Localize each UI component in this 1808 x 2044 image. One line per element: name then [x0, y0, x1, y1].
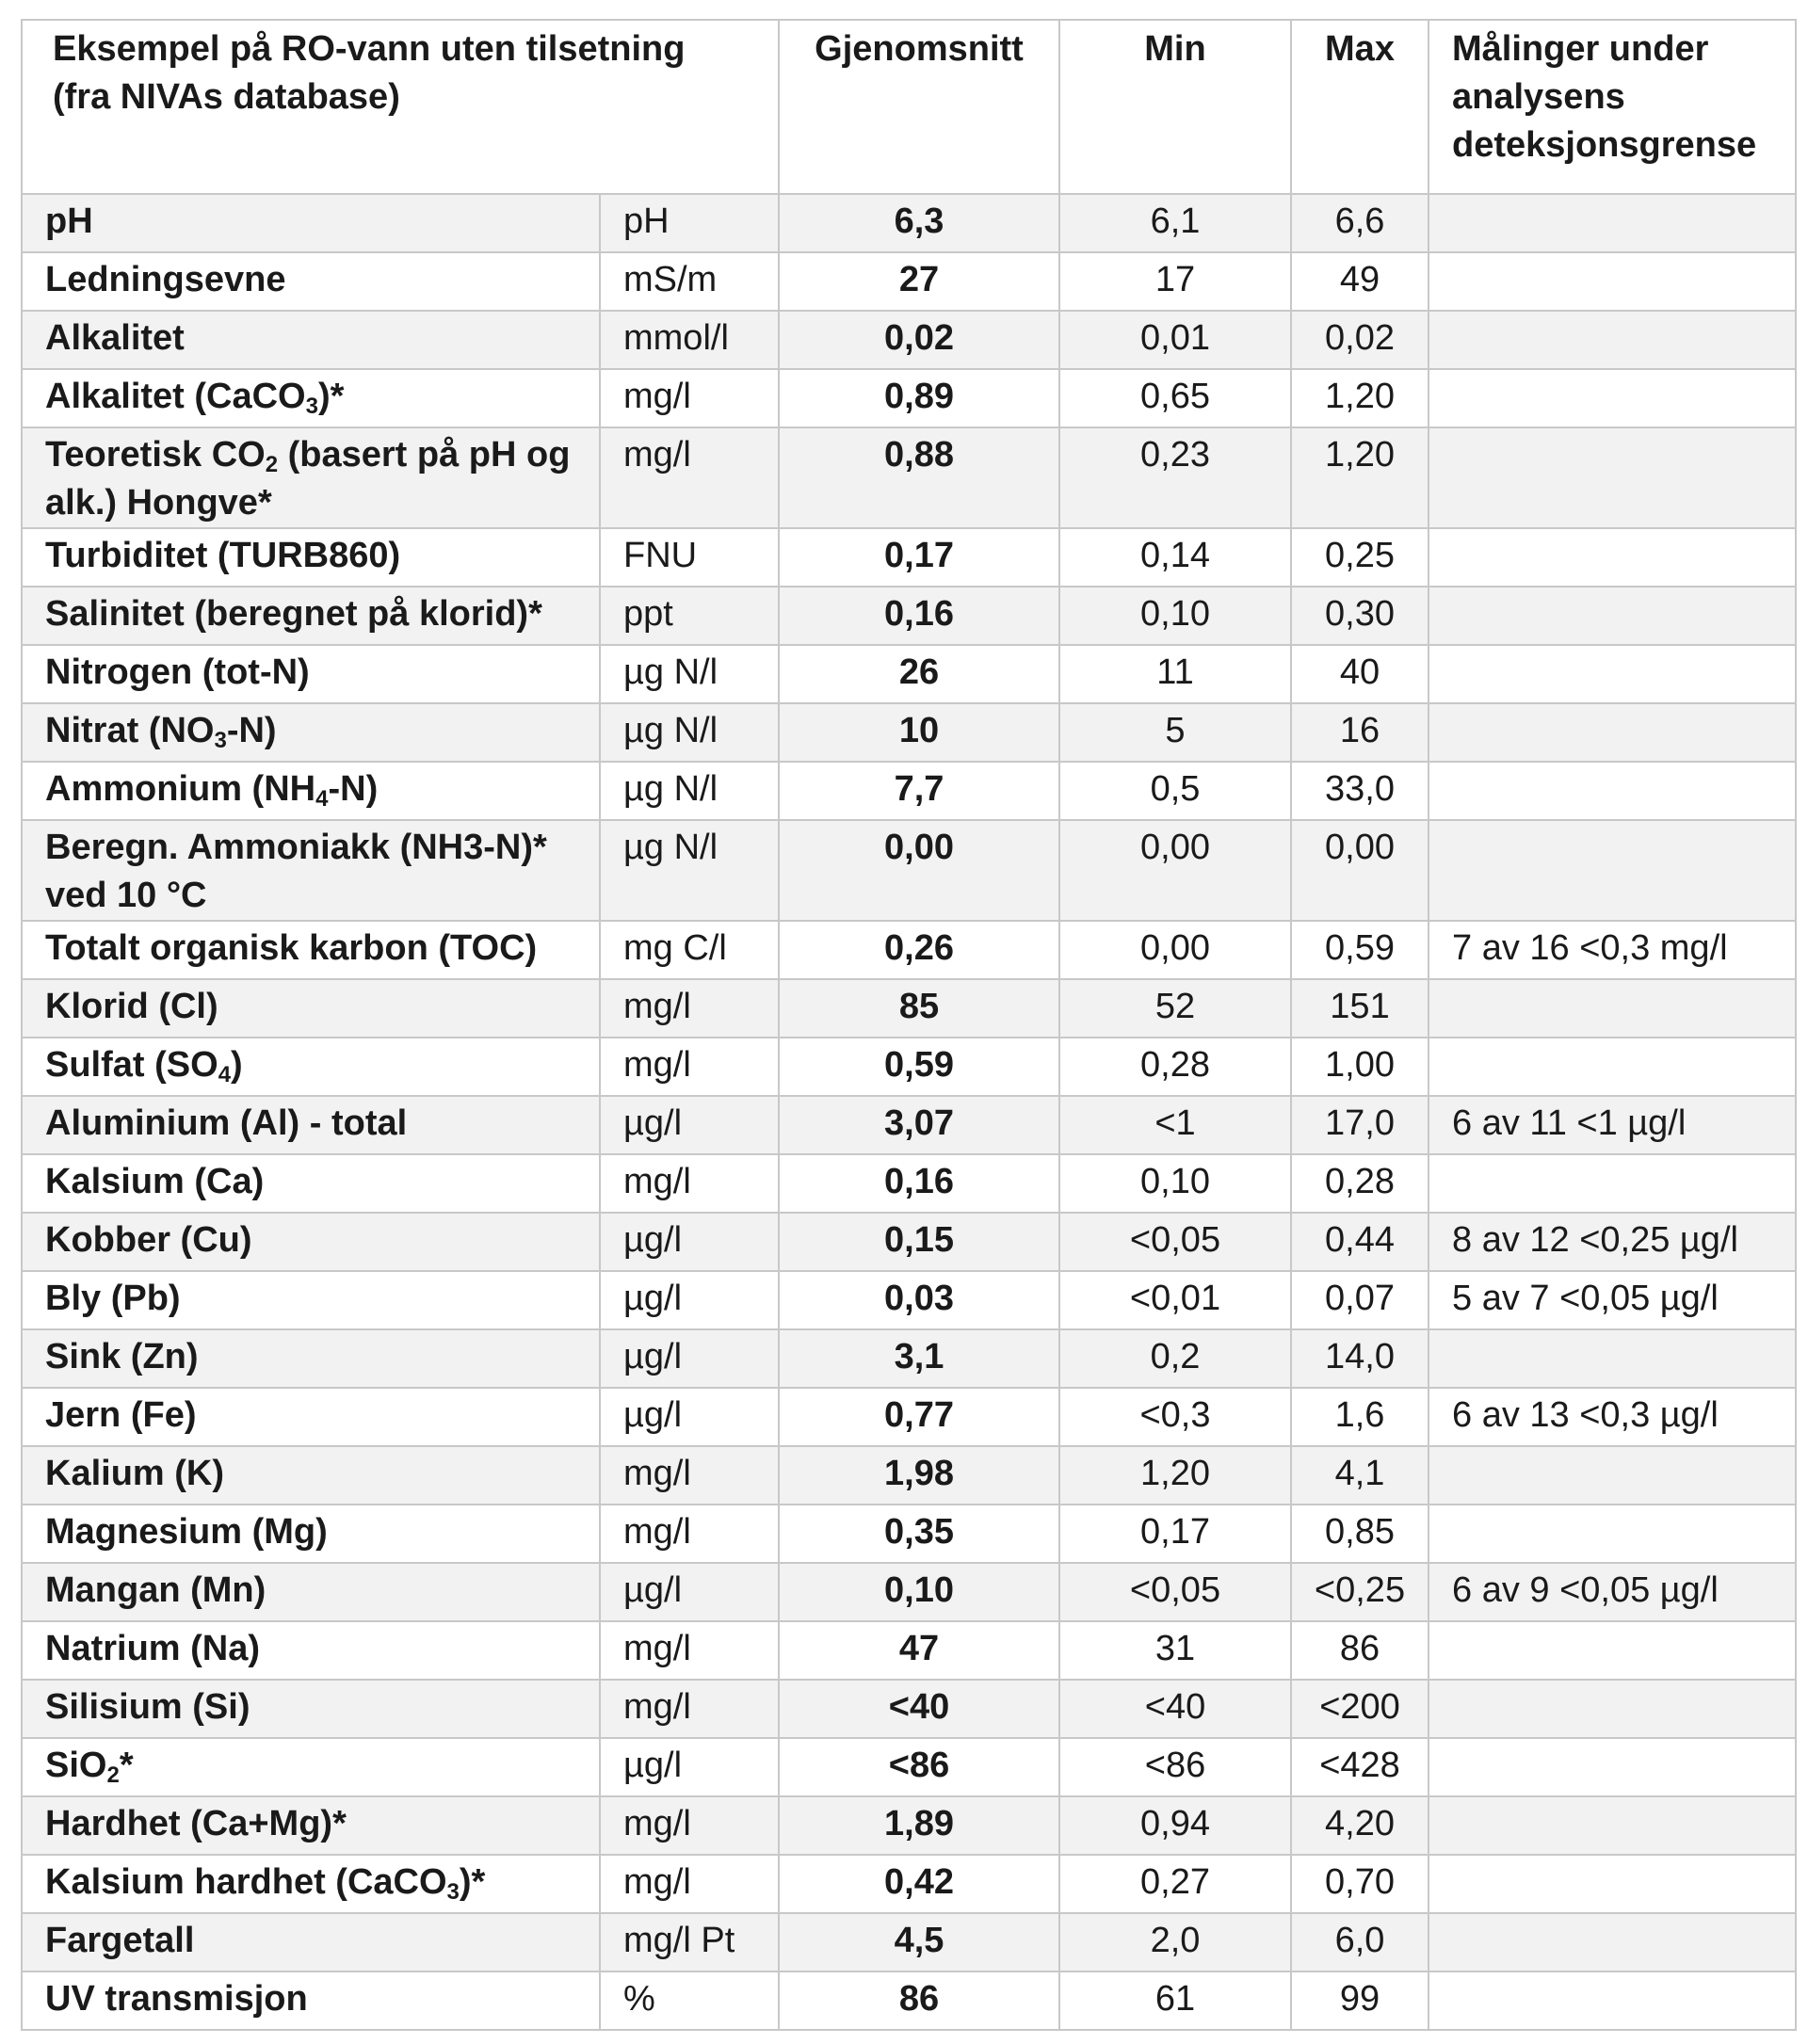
max-cell: 6,6 — [1291, 194, 1429, 252]
max-cell: 0,59 — [1291, 921, 1429, 979]
max-cell: 0,02 — [1291, 311, 1429, 369]
parameter-name: Ledningsevne — [22, 252, 600, 311]
max-cell: 33,0 — [1291, 762, 1429, 820]
min-cell: 0,65 — [1059, 369, 1291, 427]
table-row — [22, 1213, 1796, 1271]
min-cell: <0,3 — [1059, 1388, 1291, 1446]
min-cell: <40 — [1059, 1680, 1291, 1738]
min-cell: 0,14 — [1059, 528, 1291, 587]
min-cell: 0,01 — [1059, 311, 1291, 369]
mean-cell: 1,98 — [779, 1446, 1059, 1505]
unit-cell: µg/l — [600, 1096, 779, 1154]
min-cell: 0,10 — [1059, 587, 1291, 645]
detection-note-cell — [1429, 1329, 1796, 1388]
detection-note-cell — [1429, 1680, 1796, 1738]
detection-note-cell: 7 av 16 <0,3 mg/l — [1429, 921, 1796, 979]
parameter-name: Bly (Pb) — [22, 1271, 600, 1329]
parameter-name: Totalt organisk karbon (TOC) — [22, 921, 600, 979]
detection-note-cell — [1429, 194, 1796, 252]
unit-cell: µg/l — [600, 1563, 779, 1621]
unit-cell: % — [600, 1972, 779, 2030]
detection-note-cell — [1429, 1505, 1796, 1563]
mean-cell: 10 — [779, 703, 1059, 762]
parameter-name: Kalium (K) — [22, 1446, 600, 1505]
detection-note-cell — [1429, 587, 1796, 645]
header-max: Max — [1291, 20, 1429, 194]
mean-cell: 0,59 — [779, 1038, 1059, 1096]
table-row — [22, 820, 1796, 921]
header-row — [22, 20, 1796, 194]
unit-cell: mg/l — [600, 1680, 779, 1738]
min-cell: <0,01 — [1059, 1271, 1291, 1329]
unit-cell: mg/l Pt — [600, 1913, 779, 1972]
min-cell: 6,1 — [1059, 194, 1291, 252]
table-row — [22, 311, 1796, 369]
detection-note-cell — [1429, 979, 1796, 1038]
unit-cell: mg/l — [600, 979, 779, 1038]
max-cell: 16 — [1291, 703, 1429, 762]
mean-cell: 47 — [779, 1621, 1059, 1680]
table-row — [22, 1096, 1796, 1154]
mean-cell: 27 — [779, 252, 1059, 311]
table-row — [22, 979, 1796, 1038]
mean-cell: 0,02 — [779, 311, 1059, 369]
parameter-name: Fargetall — [22, 1913, 600, 1972]
table-row — [22, 1505, 1796, 1563]
max-cell: 0,25 — [1291, 528, 1429, 587]
max-cell: 17,0 — [1291, 1096, 1429, 1154]
parameter-name: Nitrat $(NO_3-N)$ — [22, 703, 600, 762]
max-cell: 99 — [1291, 1972, 1429, 2030]
parameter-name: Mangan (Mn) — [22, 1563, 600, 1621]
mean-cell: 0,77 — [779, 1388, 1059, 1446]
unit-cell: µg/l — [600, 1388, 779, 1446]
parameter-name: Magnesium (Mg) — [22, 1505, 600, 1563]
max-cell: 0,00 — [1291, 820, 1429, 921]
mean-cell: 0,17 — [779, 528, 1059, 587]
table-row — [22, 252, 1796, 311]
unit-cell: µg/l — [600, 1213, 779, 1271]
detection-note-cell: 5 av 7 <0,05 µg/l — [1429, 1271, 1796, 1329]
max-cell: 14,0 — [1291, 1329, 1429, 1388]
unit-cell: µg N/l — [600, 820, 779, 921]
table-row — [22, 1680, 1796, 1738]
max-cell: 1,20 — [1291, 369, 1429, 427]
detection-note-cell — [1429, 528, 1796, 587]
detection-note-cell: 6 av 13 <0,3 µg/l — [1429, 1388, 1796, 1446]
mean-cell: 0,42 — [779, 1855, 1059, 1913]
parameter-name: Natrium (Na) — [22, 1621, 600, 1680]
unit-cell: mS/m — [600, 252, 779, 311]
max-cell: 0,70 — [1291, 1855, 1429, 1913]
max-cell: 4,20 — [1291, 1796, 1429, 1855]
mean-cell: 0,16 — [779, 587, 1059, 645]
max-cell: 49 — [1291, 252, 1429, 311]
detection-note-cell — [1429, 645, 1796, 703]
unit-cell: mg/l — [600, 1855, 779, 1913]
min-cell: 52 — [1059, 979, 1291, 1038]
table-row — [22, 1388, 1796, 1446]
detection-note-cell — [1429, 703, 1796, 762]
max-cell: 4,1 — [1291, 1446, 1429, 1505]
max-cell: <428 — [1291, 1738, 1429, 1796]
table-row — [22, 1154, 1796, 1213]
table-row — [22, 369, 1796, 427]
header-mean: Gjenomsnitt — [779, 20, 1059, 194]
parameter-name: Ammonium $(NH_4-N)$ — [22, 762, 600, 820]
mean-cell: 0,15 — [779, 1213, 1059, 1271]
max-cell: 0,07 — [1291, 1271, 1429, 1329]
mean-cell: 85 — [779, 979, 1059, 1038]
min-cell: 0,27 — [1059, 1855, 1291, 1913]
unit-cell: mg/l — [600, 1154, 779, 1213]
parameter-name: Nitrogen (tot-N) — [22, 645, 600, 703]
mean-cell: 0,26 — [779, 921, 1059, 979]
parameter-name: UV transmisjon — [22, 1972, 600, 2030]
parameter-name: Kalsium (Ca) — [22, 1154, 600, 1213]
min-cell: 0,10 — [1059, 1154, 1291, 1213]
max-cell: 0,30 — [1291, 587, 1429, 645]
detection-note-cell: 6 av 11 <1 µg/l — [1429, 1096, 1796, 1154]
max-cell: 1,00 — [1291, 1038, 1429, 1096]
parameter-name: Teoretisk $CO_2$ (basert på pH og alk.) Hongve* — [22, 427, 600, 528]
detection-note-cell — [1429, 1796, 1796, 1855]
min-cell: 31 — [1059, 1621, 1291, 1680]
table-row — [22, 1271, 1796, 1329]
header-parameter: Eksempel på RO-vann uten tilsetning (fra NIVAs database) — [22, 20, 779, 194]
parameter-name: Alkalitet (CaCO$_3$)* — [22, 369, 600, 427]
mean-cell: 6,3 — [779, 194, 1059, 252]
min-cell: <1 — [1059, 1096, 1291, 1154]
table-row — [22, 427, 1796, 528]
table-row — [22, 587, 1796, 645]
mean-cell: 0,89 — [779, 369, 1059, 427]
unit-cell: µg/l — [600, 1738, 779, 1796]
max-cell: 1,20 — [1291, 427, 1429, 528]
max-cell: <0,25 — [1291, 1563, 1429, 1621]
detection-note-cell — [1429, 820, 1796, 921]
unit-cell: µg N/l — [600, 762, 779, 820]
table-row — [22, 762, 1796, 820]
parameter-name: Turbiditet (TURB860) — [22, 528, 600, 587]
unit-cell: mg/l — [600, 1621, 779, 1680]
max-cell: 0,28 — [1291, 1154, 1429, 1213]
table-row — [22, 1446, 1796, 1505]
mean-cell: <40 — [779, 1680, 1059, 1738]
header-below-detection: Målinger under analysens deteksjonsgrense — [1429, 20, 1796, 194]
mean-cell: 0,10 — [779, 1563, 1059, 1621]
detection-note-cell — [1429, 1913, 1796, 1972]
mean-cell: 3,07 — [779, 1096, 1059, 1154]
mean-cell: 7,7 — [779, 762, 1059, 820]
detection-note-cell — [1429, 252, 1796, 311]
mean-cell: 0,00 — [779, 820, 1059, 921]
min-cell: 0,00 — [1059, 921, 1291, 979]
detection-note-cell — [1429, 1038, 1796, 1096]
mean-cell: 0,35 — [779, 1505, 1059, 1563]
table-row — [22, 1563, 1796, 1621]
unit-cell: pH — [600, 194, 779, 252]
min-cell: 0,94 — [1059, 1796, 1291, 1855]
unit-cell: µg/l — [600, 1271, 779, 1329]
table-row — [22, 1038, 1796, 1096]
min-cell: <0,05 — [1059, 1563, 1291, 1621]
parameter-name: Kobber (Cu) — [22, 1213, 600, 1271]
min-cell: 0,28 — [1059, 1038, 1291, 1096]
parameter-name: Beregn. Ammoniakk (NH3-N)* ved 10 °C — [22, 820, 600, 921]
detection-note-cell — [1429, 427, 1796, 528]
table-row — [22, 1972, 1796, 2030]
parameter-name: Klorid (Cl) — [22, 979, 600, 1038]
water-quality-table — [21, 19, 1797, 2031]
unit-cell: µg/l — [600, 1329, 779, 1388]
table-row — [22, 1913, 1796, 1972]
detection-note-cell — [1429, 1154, 1796, 1213]
unit-cell: µg N/l — [600, 645, 779, 703]
unit-cell: mmol/l — [600, 311, 779, 369]
unit-cell: mg/l — [600, 427, 779, 528]
detection-note-cell: 6 av 9 <0,05 µg/l — [1429, 1563, 1796, 1621]
min-cell: <86 — [1059, 1738, 1291, 1796]
unit-cell: mg/l — [600, 1446, 779, 1505]
parameter-name: Kalsium hardhet (CaCO$_3$)* — [22, 1855, 600, 1913]
parameter-name: Jern (Fe) — [22, 1388, 600, 1446]
min-cell: 0,17 — [1059, 1505, 1291, 1563]
detection-note-cell — [1429, 1446, 1796, 1505]
max-cell: 86 — [1291, 1621, 1429, 1680]
max-cell: 151 — [1291, 979, 1429, 1038]
mean-cell: 0,88 — [779, 427, 1059, 528]
unit-cell: µg N/l — [600, 703, 779, 762]
max-cell: 0,44 — [1291, 1213, 1429, 1271]
max-cell: <200 — [1291, 1680, 1429, 1738]
table-row — [22, 645, 1796, 703]
min-cell: <0,05 — [1059, 1213, 1291, 1271]
unit-cell: mg/l — [600, 369, 779, 427]
parameter-name: Sulfat $(SO_4)$ — [22, 1038, 600, 1096]
max-cell: 0,85 — [1291, 1505, 1429, 1563]
table-row — [22, 1738, 1796, 1796]
mean-cell: 26 — [779, 645, 1059, 703]
max-cell: 40 — [1291, 645, 1429, 703]
min-cell: 0,5 — [1059, 762, 1291, 820]
parameter-name: SiO$_2$* — [22, 1738, 600, 1796]
unit-cell: FNU — [600, 528, 779, 587]
table-row — [22, 194, 1796, 252]
unit-cell: mg/l — [600, 1038, 779, 1096]
detection-note-cell — [1429, 762, 1796, 820]
detection-note-cell — [1429, 1972, 1796, 2030]
table-row — [22, 1621, 1796, 1680]
min-cell: 0,2 — [1059, 1329, 1291, 1388]
mean-cell: 3,1 — [779, 1329, 1059, 1388]
table-row — [22, 921, 1796, 979]
table-row — [22, 1796, 1796, 1855]
max-cell: 1,6 — [1291, 1388, 1429, 1446]
mean-cell: 86 — [779, 1972, 1059, 2030]
parameter-name: Alkalitet — [22, 311, 600, 369]
table-row — [22, 1855, 1796, 1913]
unit-cell: mg/l — [600, 1796, 779, 1855]
detection-note-cell — [1429, 1738, 1796, 1796]
parameter-name: Sink (Zn) — [22, 1329, 600, 1388]
min-cell: 0,00 — [1059, 820, 1291, 921]
detection-note-cell — [1429, 1621, 1796, 1680]
min-cell: 5 — [1059, 703, 1291, 762]
detection-note-cell — [1429, 1855, 1796, 1913]
table-row — [22, 703, 1796, 762]
detection-note-cell — [1429, 369, 1796, 427]
detection-note-cell: 8 av 12 <0,25 µg/l — [1429, 1213, 1796, 1271]
min-cell: 11 — [1059, 645, 1291, 703]
parameter-name: Aluminium (Al) - total — [22, 1096, 600, 1154]
mean-cell: 0,16 — [779, 1154, 1059, 1213]
mean-cell: 0,03 — [779, 1271, 1059, 1329]
parameter-name: Salinitet (beregnet på klorid)* — [22, 587, 600, 645]
min-cell: 1,20 — [1059, 1446, 1291, 1505]
header-min: Min — [1059, 20, 1291, 194]
unit-cell: mg C/l — [600, 921, 779, 979]
unit-cell: mg/l — [600, 1505, 779, 1563]
mean-cell: 1,89 — [779, 1796, 1059, 1855]
detection-note-cell — [1429, 311, 1796, 369]
table-row — [22, 528, 1796, 587]
unit-cell: ppt — [600, 587, 779, 645]
mean-cell: 4,5 — [779, 1913, 1059, 1972]
table-row — [22, 1329, 1796, 1388]
min-cell: 17 — [1059, 252, 1291, 311]
parameter-name: pH — [22, 194, 600, 252]
parameter-name: Hardhet (Ca+Mg)* — [22, 1796, 600, 1855]
mean-cell: <86 — [779, 1738, 1059, 1796]
min-cell: 0,23 — [1059, 427, 1291, 528]
min-cell: 61 — [1059, 1972, 1291, 2030]
min-cell: 2,0 — [1059, 1913, 1291, 1972]
max-cell: 6,0 — [1291, 1913, 1429, 1972]
parameter-name: Silisium (Si) — [22, 1680, 600, 1738]
